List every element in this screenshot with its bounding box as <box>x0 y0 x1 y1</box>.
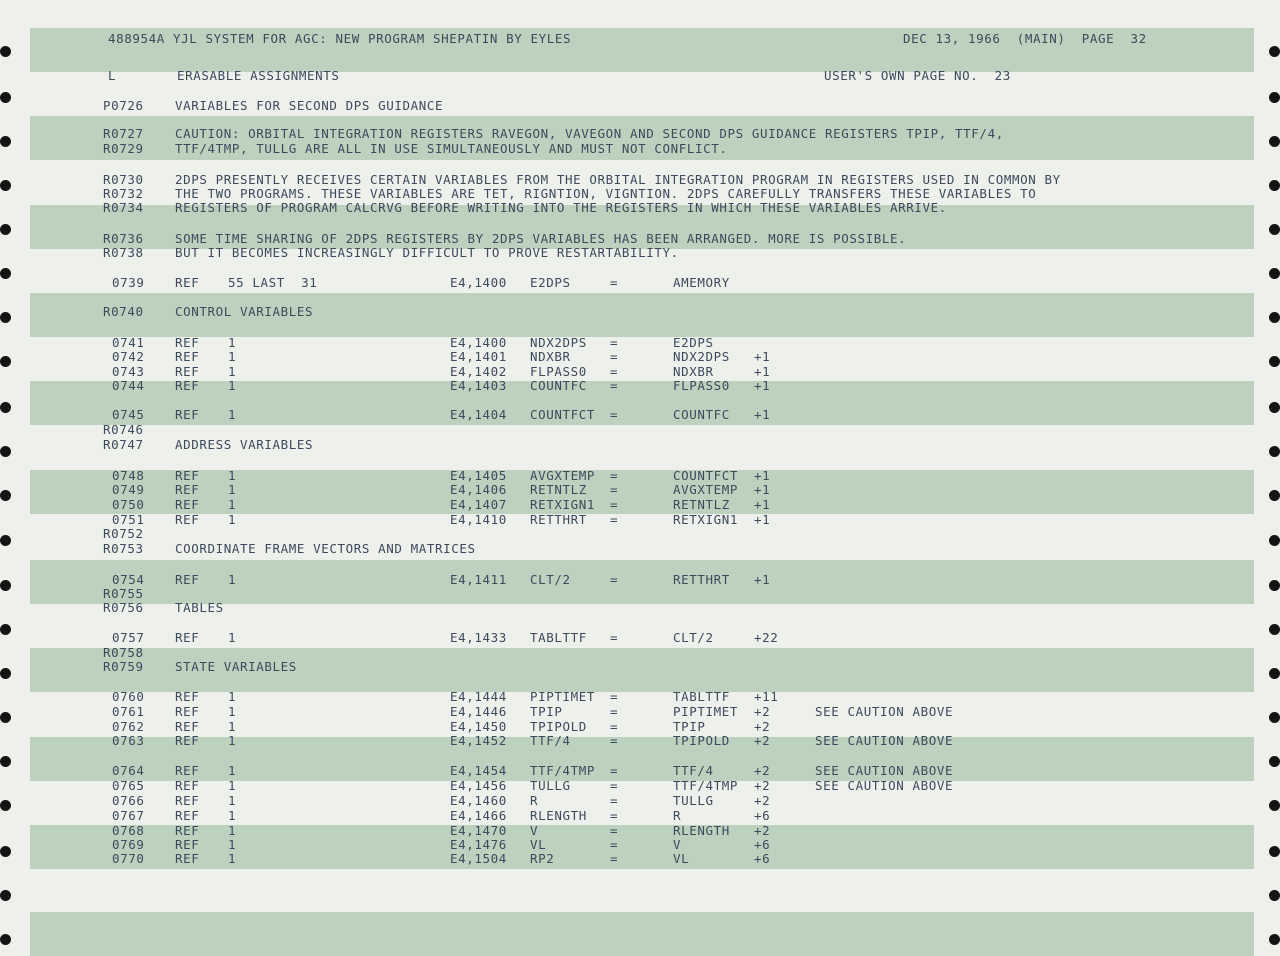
address: E4,1404 <box>450 407 507 422</box>
symbol: V <box>530 823 539 838</box>
ref-keyword: REF <box>175 689 200 704</box>
green-bar <box>30 381 1254 425</box>
green-bar <box>30 560 1254 604</box>
offset: +2 <box>754 763 771 778</box>
address: E4,1400 <box>450 275 507 290</box>
ref-keyword: REF <box>175 572 200 587</box>
line-number: R0753 <box>103 541 144 556</box>
ref-count: 1 <box>228 364 237 379</box>
equals-sign: = <box>610 778 619 793</box>
comment-text: ADDRESS VARIABLES <box>175 437 314 452</box>
ref-keyword: REF <box>175 364 200 379</box>
line-number: 0766 <box>112 793 145 808</box>
ref-count: 1 <box>228 704 237 719</box>
ref-count: 1 <box>228 763 237 778</box>
ref-count: 1 <box>228 407 237 422</box>
feed-hole <box>0 224 11 235</box>
address: E4,1433 <box>450 630 507 645</box>
ref-keyword: REF <box>175 793 200 808</box>
feed-hole <box>1269 580 1280 591</box>
address: E4,1400 <box>450 335 507 350</box>
equals-sign: = <box>610 793 619 808</box>
ref-count: 1 <box>228 468 237 483</box>
symbol: VL <box>530 837 547 852</box>
symbol: RETNTLZ <box>530 482 587 497</box>
value-expression: CLT/2 <box>673 630 714 645</box>
green-bar <box>30 825 1254 869</box>
ref-count: 1 <box>228 851 237 866</box>
ref-count: 1 <box>228 793 237 808</box>
ref-count: 1 <box>228 689 237 704</box>
address: E4,1405 <box>450 468 507 483</box>
ref-keyword: REF <box>175 482 200 497</box>
symbol: TTF/4TMP <box>530 763 596 778</box>
value-expression: TTF/4TMP <box>673 778 739 793</box>
equals-sign: = <box>610 275 619 290</box>
value-expression: TPIPOLD <box>673 733 730 748</box>
line-number: 0745 <box>112 407 145 422</box>
line-number: R0747 <box>103 437 144 452</box>
feed-hole <box>1269 624 1280 635</box>
equals-sign: = <box>610 378 619 393</box>
ref-count: 1 <box>228 733 237 748</box>
line-number: 0754 <box>112 572 145 587</box>
equals-sign: = <box>610 704 619 719</box>
offset: +1 <box>754 482 771 497</box>
line-number: 0760 <box>112 689 145 704</box>
ref-keyword: REF <box>175 630 200 645</box>
address: E4,1460 <box>450 793 507 808</box>
line-number: 0744 <box>112 378 145 393</box>
line-number: R0736 <box>103 231 144 246</box>
line-number: 0770 <box>112 851 145 866</box>
offset: +22 <box>754 630 779 645</box>
feed-hole <box>0 312 11 323</box>
users-page-number: USER'S OWN PAGE NO. 23 <box>824 68 1011 83</box>
symbol: COUNTFC <box>530 378 587 393</box>
feed-hole <box>1269 800 1280 811</box>
address: E4,1466 <box>450 808 507 823</box>
feed-hole <box>0 268 11 279</box>
value-expression: NDXBR <box>673 364 714 379</box>
ref-count: 1 <box>228 572 237 587</box>
line-number: 0750 <box>112 497 145 512</box>
equals-sign: = <box>610 364 619 379</box>
value-expression: NDX2DPS <box>673 349 730 364</box>
line-number: 0742 <box>112 349 145 364</box>
ref-keyword: REF <box>175 719 200 734</box>
equals-sign: = <box>610 763 619 778</box>
offset: +1 <box>754 378 771 393</box>
symbol: NDX2DPS <box>530 335 587 350</box>
feed-hole <box>1269 890 1280 901</box>
value-expression: TPIP <box>673 719 706 734</box>
symbol: TTF/4 <box>530 733 571 748</box>
comment-text: THE TWO PROGRAMS. THESE VARIABLES ARE TET, RIGNTION, VIGNTION. 2DPS CAREFULLY TRANSFERS THESE VARIABLES TO <box>175 186 1037 201</box>
address: E4,1470 <box>450 823 507 838</box>
feed-hole <box>0 668 11 679</box>
ref-keyword: REF <box>175 512 200 527</box>
symbol: RETXIGN1 <box>530 497 596 512</box>
value-expression: FLPASS0 <box>673 378 730 393</box>
equals-sign: = <box>610 482 619 497</box>
ref-keyword: REF <box>175 275 200 290</box>
feed-hole <box>0 580 11 591</box>
address: E4,1402 <box>450 364 507 379</box>
ref-keyword: REF <box>175 778 200 793</box>
comment-text: CAUTION: ORBITAL INTEGRATION REGISTERS RAVEGON, VAVEGON AND SECOND DPS GUIDANCE REGISTERS TPIP, TTF/4, <box>175 126 1004 141</box>
feed-hole <box>0 624 11 635</box>
line-number: 0763 <box>112 733 145 748</box>
address: E4,1446 <box>450 704 507 719</box>
feed-hole <box>1269 356 1280 367</box>
ref-count: 55 LAST 31 <box>228 275 318 290</box>
address: E4,1452 <box>450 733 507 748</box>
offset: +2 <box>754 793 771 808</box>
symbol: NDXBR <box>530 349 571 364</box>
offset: +6 <box>754 837 771 852</box>
ref-keyword: REF <box>175 497 200 512</box>
line-number: R0755 <box>103 586 144 601</box>
comment: SEE CAUTION ABOVE <box>815 704 954 719</box>
line-number: R0729 <box>103 141 144 156</box>
comment-text: 2DPS PRESENTLY RECEIVES CERTAIN VARIABLES FROM THE ORBITAL INTEGRATION PROGRAM IN REGISTERS USED IN COMMON BY <box>175 172 1061 187</box>
symbol: COUNTFCT <box>530 407 596 422</box>
value-expression: RLENGTH <box>673 823 730 838</box>
feed-hole <box>1269 312 1280 323</box>
feed-hole <box>0 934 11 945</box>
value-expression: COUNTFC <box>673 407 730 422</box>
equals-sign: = <box>610 808 619 823</box>
feed-hole <box>1269 934 1280 945</box>
ref-keyword: REF <box>175 733 200 748</box>
line-number: R0730 <box>103 172 144 187</box>
comment-text: REGISTERS OF PROGRAM CALCRVG BEFORE WRITING INTO THE REGISTERS IN WHICH THESE VARIABLES ARRIVE. <box>175 200 947 215</box>
feed-hole <box>1269 756 1280 767</box>
offset: +2 <box>754 823 771 838</box>
address: E4,1456 <box>450 778 507 793</box>
value-expression: RETXIGN1 <box>673 512 739 527</box>
line-number: R0727 <box>103 126 144 141</box>
ref-count: 1 <box>228 630 237 645</box>
feed-hole <box>1269 846 1280 857</box>
symbol: R <box>530 793 539 808</box>
feed-hole <box>1269 224 1280 235</box>
address: E4,1411 <box>450 572 507 587</box>
feed-hole <box>0 46 11 57</box>
offset: +1 <box>754 512 771 527</box>
feed-hole <box>1269 136 1280 147</box>
green-bar <box>30 470 1254 514</box>
address: E4,1406 <box>450 482 507 497</box>
address: E4,1407 <box>450 497 507 512</box>
comment-text: BUT IT BECOMES INCREASINGLY DIFFICULT TO PROVE RESTARTABILITY. <box>175 245 679 260</box>
line-number: 0757 <box>112 630 145 645</box>
symbol: PIPTIMET <box>530 689 596 704</box>
equals-sign: = <box>610 719 619 734</box>
equals-sign: = <box>610 689 619 704</box>
address: E4,1454 <box>450 763 507 778</box>
line-number: 0751 <box>112 512 145 527</box>
offset: +1 <box>754 497 771 512</box>
symbol: TABLTTF <box>530 630 587 645</box>
feed-hole <box>1269 535 1280 546</box>
ref-keyword: REF <box>175 349 200 364</box>
feed-hole <box>1269 446 1280 457</box>
equals-sign: = <box>610 349 619 364</box>
offset: +6 <box>754 808 771 823</box>
symbol: RP2 <box>530 851 555 866</box>
feed-hole <box>0 890 11 901</box>
value-expression: TABLTTF <box>673 689 730 704</box>
feed-hole <box>0 402 11 413</box>
feed-hole <box>0 446 11 457</box>
line-number: 0761 <box>112 704 145 719</box>
address: E4,1403 <box>450 378 507 393</box>
value-expression: RETTHRT <box>673 572 730 587</box>
line-number: 0767 <box>112 808 145 823</box>
feed-hole <box>1269 46 1280 57</box>
equals-sign: = <box>610 572 619 587</box>
value-expression: R <box>673 808 682 823</box>
address: E4,1444 <box>450 689 507 704</box>
ref-keyword: REF <box>175 407 200 422</box>
equals-sign: = <box>610 335 619 350</box>
ref-count: 1 <box>228 482 237 497</box>
offset: +1 <box>754 364 771 379</box>
symbol: RLENGTH <box>530 808 587 823</box>
feed-hole <box>1269 402 1280 413</box>
value-expression: VL <box>673 851 690 866</box>
line-number: R0732 <box>103 186 144 201</box>
line-number: R0740 <box>103 304 144 319</box>
line-number: R0738 <box>103 245 144 260</box>
feed-hole <box>0 800 11 811</box>
equals-sign: = <box>610 851 619 866</box>
comment-text: TTF/4TMP, TULLG ARE ALL IN USE SIMULTANEOUSLY AND MUST NOT CONFLICT. <box>175 141 728 156</box>
ref-count: 1 <box>228 349 237 364</box>
feed-hole <box>0 535 11 546</box>
offset: +2 <box>754 719 771 734</box>
ref-count: 1 <box>228 335 237 350</box>
ref-keyword: REF <box>175 837 200 852</box>
line-number: R0734 <box>103 200 144 215</box>
value-expression: AMEMORY <box>673 275 730 290</box>
feed-hole <box>0 490 11 501</box>
offset: +11 <box>754 689 779 704</box>
ref-count: 1 <box>228 512 237 527</box>
offset: +1 <box>754 468 771 483</box>
line-number: 0741 <box>112 335 145 350</box>
line-number: 0768 <box>112 823 145 838</box>
section-marker: L <box>108 68 117 83</box>
comment-text: TABLES <box>175 600 224 615</box>
green-bar <box>30 737 1254 781</box>
line-number: 0762 <box>112 719 145 734</box>
feed-hole <box>0 846 11 857</box>
offset: +2 <box>754 778 771 793</box>
comment-text: VARIABLES FOR SECOND DPS GUIDANCE <box>175 98 444 113</box>
feed-hole <box>1269 668 1280 679</box>
feed-hole <box>0 756 11 767</box>
feed-hole <box>1269 92 1280 103</box>
value-expression: TTF/4 <box>673 763 714 778</box>
line-number: 0743 <box>112 364 145 379</box>
comment-text: COORDINATE FRAME VECTORS AND MATRICES <box>175 541 476 556</box>
equals-sign: = <box>610 512 619 527</box>
ref-count: 1 <box>228 808 237 823</box>
offset: +2 <box>754 704 771 719</box>
address: E4,1450 <box>450 719 507 734</box>
comment-text: SOME TIME SHARING OF 2DPS REGISTERS BY 2DPS VARIABLES HAS BEEN ARRANGED. MORE IS POSSIBLE. <box>175 231 907 246</box>
line-number: R0746 <box>103 422 144 437</box>
page-header-date: DEC 13, 1966 (MAIN) PAGE 32 <box>903 31 1147 46</box>
equals-sign: = <box>610 468 619 483</box>
equals-sign: = <box>610 407 619 422</box>
green-bar <box>30 912 1254 956</box>
symbol: FLPASS0 <box>530 364 587 379</box>
offset: +1 <box>754 349 771 364</box>
value-expression: PIPTIMET <box>673 704 739 719</box>
ref-keyword: REF <box>175 378 200 393</box>
section-title: ERASABLE ASSIGNMENTS <box>177 68 340 83</box>
feed-hole <box>0 92 11 103</box>
line-number: R0756 <box>103 600 144 615</box>
feed-hole <box>1269 712 1280 723</box>
line-number: P0726 <box>103 98 144 113</box>
symbol: TULLG <box>530 778 571 793</box>
ref-keyword: REF <box>175 468 200 483</box>
value-expression: RETNTLZ <box>673 497 730 512</box>
symbol: TPIP <box>530 704 563 719</box>
symbol: RETTHRT <box>530 512 587 527</box>
ref-count: 1 <box>228 378 237 393</box>
value-expression: AVGXTEMP <box>673 482 739 497</box>
symbol: AVGXTEMP <box>530 468 596 483</box>
line-number: 0769 <box>112 837 145 852</box>
value-expression: E2DPS <box>673 335 714 350</box>
offset: +1 <box>754 572 771 587</box>
value-expression: V <box>673 837 682 852</box>
offset: +2 <box>754 733 771 748</box>
address: E4,1504 <box>450 851 507 866</box>
line-number: 0764 <box>112 763 145 778</box>
line-number: R0758 <box>103 645 144 660</box>
ref-count: 1 <box>228 497 237 512</box>
address: E4,1410 <box>450 512 507 527</box>
comment: SEE CAUTION ABOVE <box>815 778 954 793</box>
equals-sign: = <box>610 497 619 512</box>
value-expression: TULLG <box>673 793 714 808</box>
feed-hole <box>0 180 11 191</box>
ref-keyword: REF <box>175 808 200 823</box>
symbol: E2DPS <box>530 275 571 290</box>
equals-sign: = <box>610 733 619 748</box>
value-expression: COUNTFCT <box>673 468 739 483</box>
comment: SEE CAUTION ABOVE <box>815 763 954 778</box>
address: E4,1476 <box>450 837 507 852</box>
symbol: TPIPOLD <box>530 719 587 734</box>
feed-hole <box>1269 180 1280 191</box>
feed-hole <box>0 356 11 367</box>
feed-hole <box>0 712 11 723</box>
ref-keyword: REF <box>175 335 200 350</box>
ref-keyword: REF <box>175 851 200 866</box>
line-number: R0752 <box>103 526 144 541</box>
address: E4,1401 <box>450 349 507 364</box>
line-number: 0739 <box>112 275 145 290</box>
ref-count: 1 <box>228 719 237 734</box>
line-number: R0759 <box>103 659 144 674</box>
ref-keyword: REF <box>175 763 200 778</box>
symbol: CLT/2 <box>530 572 571 587</box>
offset: +1 <box>754 407 771 422</box>
feed-hole <box>1269 490 1280 501</box>
comment-text: STATE VARIABLES <box>175 659 297 674</box>
line-number: 0748 <box>112 468 145 483</box>
comment: SEE CAUTION ABOVE <box>815 733 954 748</box>
offset: +6 <box>754 851 771 866</box>
comment-text: CONTROL VARIABLES <box>175 304 314 319</box>
ref-keyword: REF <box>175 704 200 719</box>
feed-hole <box>0 136 11 147</box>
ref-count: 1 <box>228 778 237 793</box>
page-header-title: 488954A YJL SYSTEM FOR AGC: NEW PROGRAM SHEPATIN BY EYLES <box>108 31 572 46</box>
ref-count: 1 <box>228 823 237 838</box>
ref-count: 1 <box>228 837 237 852</box>
equals-sign: = <box>610 630 619 645</box>
line-number: 0749 <box>112 482 145 497</box>
line-number: 0765 <box>112 778 145 793</box>
equals-sign: = <box>610 823 619 838</box>
feed-hole <box>1269 268 1280 279</box>
equals-sign: = <box>610 837 619 852</box>
ref-keyword: REF <box>175 823 200 838</box>
